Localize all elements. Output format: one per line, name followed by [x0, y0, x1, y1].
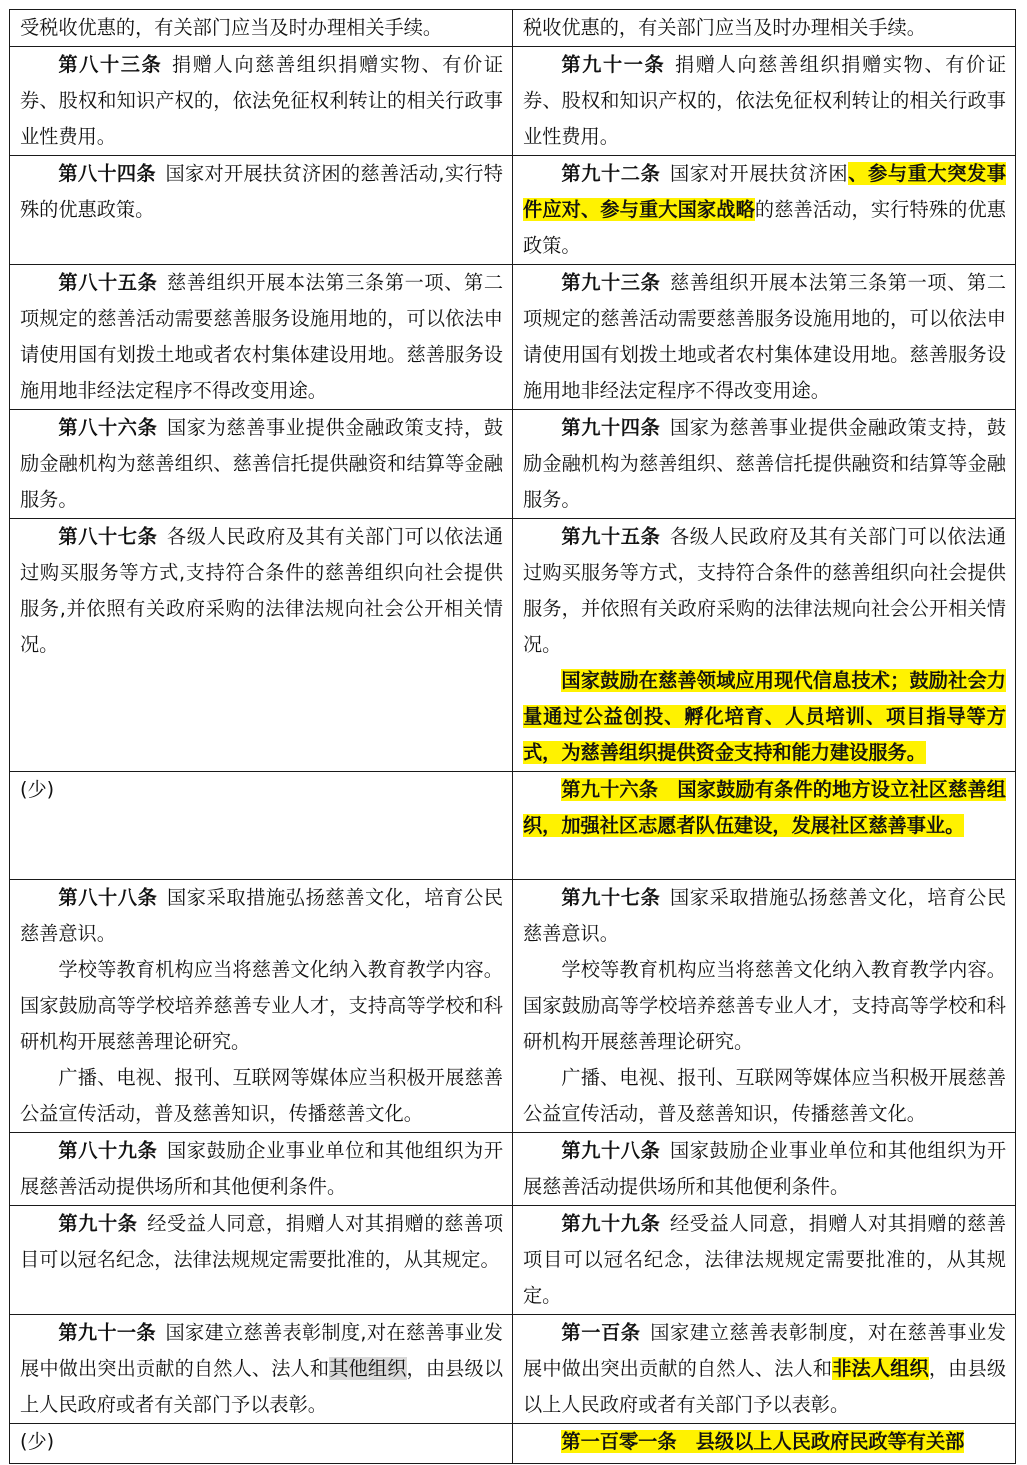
article-number: 第八十七条	[58, 525, 158, 548]
article-text: 各级人民政府及其有关部门可以依法通过购买服务等方式,支持符合条件的慈善组织向社会提供服务,并依照有关政府采购的法律法规向社会公开相关情况。	[20, 525, 504, 656]
paragraph	[20, 47, 503, 155]
new-text-cell	[513, 880, 1016, 1133]
paragraph	[523, 1206, 1006, 1314]
old-text-cell	[10, 519, 513, 772]
old-text-cell	[10, 772, 513, 880]
new-text-cell	[513, 1315, 1016, 1424]
paragraph	[523, 519, 1006, 663]
table-row	[10, 10, 1016, 47]
paragraph	[523, 265, 1006, 409]
paragraph: 学校等教育机构应当将慈善文化纳入教育教学内容。国家鼓励高等学校培养慈善专业人才，支持高等学校和科研机构开展慈善理论研究。	[20, 958, 503, 1053]
new-text-cell	[513, 519, 1016, 772]
old-text-cell	[10, 1133, 513, 1206]
paragraph	[523, 156, 1006, 264]
new-text-cell	[513, 47, 1016, 156]
article-number: 第九十三条	[561, 271, 661, 294]
article-text: 慈善组织开展本法第三条第一项、第二项规定的慈善活动需要慈善服务设施用地的，可以依法申请使用国有划拨土地或者农村集体建设用地。慈善服务设施用地非经法定程序不得改变用途。	[20, 271, 504, 402]
article-number: 第九十四条	[561, 416, 661, 439]
article-text: 经受益人同意，捐赠人对其捐赠的慈善项目可以冠名纪念，法律法规规定需要批准的，从其规定。	[523, 1212, 1007, 1307]
highlighted-addition: 国家鼓励在慈善领域应用现代信息技术；鼓励社会力量通过公益创投、孵化培育、人员培训、项目指导等方式，为慈善组织提供资金支持和能力建设服务。	[523, 669, 1006, 764]
article-number: 第八十八条	[58, 886, 158, 909]
article-number: 第九十二条	[561, 162, 661, 185]
paragraph	[523, 880, 1006, 952]
article-number: 第八十九条	[58, 1139, 158, 1162]
article-text: 国家对开展扶贫济困的慈善活动,实行特殊的优惠政策。	[20, 162, 503, 221]
table-row	[10, 772, 1016, 880]
article-number: 第九十八条	[561, 1139, 661, 1162]
paragraph	[20, 880, 503, 952]
table-row	[10, 156, 1016, 265]
article-text: 国家建立慈善表彰制度,对在慈善事业发展中做出突出贡献的自然人、法人和	[20, 1321, 503, 1380]
table-row	[10, 1424, 1016, 1464]
paragraph	[20, 519, 503, 663]
new-text-cell	[513, 1206, 1016, 1315]
old-text-cell	[10, 410, 513, 519]
paragraph	[20, 156, 503, 228]
article-text: 国家采取措施弘扬慈善文化，培育公民慈善意识。	[20, 886, 504, 945]
new-text-cell	[513, 10, 1016, 47]
article-text: 国家建立慈善表彰制度，对在慈善事业发展中做出突出贡献的自然人、法人和	[523, 1321, 1007, 1380]
old-text-cell	[10, 1424, 513, 1464]
comparison-table	[9, 9, 1016, 1464]
old-text-cell	[10, 880, 513, 1133]
paragraph	[20, 1315, 503, 1423]
new-text-cell	[513, 265, 1016, 410]
article-number: 第九十一条	[561, 53, 666, 76]
paragraph	[523, 663, 1006, 771]
paragraph	[20, 410, 503, 518]
article-text: 捐赠人向慈善组织捐赠实物、有价证券、股权和知识产权的，依法免征权利转让的相关行政事业性费用。	[20, 53, 504, 148]
paragraph	[20, 265, 503, 409]
paragraph: 受税收优惠的，有关部门应当及时办理相关手续。	[20, 16, 443, 39]
paragraph: 学校等教育机构应当将慈善文化纳入教育教学内容。国家鼓励高等学校培养慈善专业人才，支持高等学校和科研机构开展慈善理论研究。	[523, 958, 1006, 1053]
old-text-cell	[10, 10, 513, 47]
article-text: 各级人民政府及其有关部门可以依法通过购买服务等方式，支持符合条件的慈善组织向社会提供服务，并依照有关政府采购的法律法规向社会公开相关情况。	[523, 525, 1007, 656]
table-row	[10, 880, 1016, 1133]
article-number: 第一百条	[561, 1321, 641, 1344]
paragraph	[523, 1315, 1006, 1423]
article-text: 国家为慈善事业提供金融政策支持，鼓励金融机构为慈善组织、慈善信托提供融资和结算等金融服务。	[20, 416, 504, 511]
article-text: ，由县级以上人民政府或者有关部门予以表彰。	[20, 1357, 504, 1416]
table-row	[10, 1133, 1016, 1206]
paragraph: 广播、电视、报刊、互联网等媒体应当积极开展慈善公益宣传活动，普及慈善知识，传播慈善文化。	[523, 1066, 1006, 1125]
article-number: 第八十四条	[58, 162, 156, 185]
new-text-cell	[513, 1424, 1016, 1464]
article-number: 第九十五条	[561, 525, 661, 548]
article-number: 第九十七条	[561, 886, 661, 909]
article-text: 慈善组织开展本法第三条第一项、第二项规定的慈善活动需要慈善服务设施用地的，可以依法申请使用国有划拨土地或者农村集体建设用地。慈善服务设施用地非经法定程序不得改变用途。	[523, 271, 1007, 402]
new-text-cell	[513, 410, 1016, 519]
highlighted-addition: 非法人组织	[832, 1357, 929, 1380]
article-text: 国家对开展扶贫济困	[670, 162, 849, 185]
table-row	[10, 1206, 1016, 1315]
paragraph	[20, 1206, 503, 1278]
article-number: 第九十一条	[58, 1321, 156, 1344]
article-text: 的慈善活动，实行特殊的优惠政策。	[523, 198, 1006, 257]
article-text: 捐赠人向慈善组织捐赠实物、有价证券、股权和知识产权的，依法免征权利转让的相关行政事业性费用。	[523, 53, 1007, 148]
shaded-text: 其他组织	[329, 1357, 407, 1380]
table-row	[10, 519, 1016, 772]
paragraph	[523, 47, 1006, 155]
table-row	[10, 47, 1016, 156]
highlighted-addition: 第九十六条 国家鼓励有条件的地方设立社区慈善组织，加强社区志愿者队伍建设，发展社区慈善事业。	[523, 778, 1006, 837]
paragraph	[523, 410, 1006, 518]
article-number: 第九十九条	[561, 1212, 661, 1235]
article-number: 第八十三条	[58, 53, 163, 76]
old-text-cell	[10, 47, 513, 156]
paragraph	[20, 1133, 503, 1205]
table-row	[10, 410, 1016, 519]
article-number: 第八十五条	[58, 271, 158, 294]
article-number: 第九十条	[58, 1212, 138, 1235]
old-text-cell	[10, 1315, 513, 1424]
article-text: ，由县级以上人民政府或者有关部门予以表彰。	[523, 1357, 1007, 1416]
article-text: 国家为慈善事业提供金融政策支持，鼓励金融机构为慈善组织、慈善信托提供融资和结算等金融服务。	[523, 416, 1007, 511]
paragraph: (少)	[20, 778, 55, 801]
old-text-cell	[10, 1206, 513, 1315]
highlighted-addition: 第一百零一条 县级以上人民政府民政等有关部	[561, 1430, 965, 1453]
paragraph: (少)	[20, 1430, 55, 1453]
paragraph: 广播、电视、报刊、互联网等媒体应当积极开展慈善公益宣传活动，普及慈善知识，传播慈善文化。	[20, 1066, 503, 1125]
paragraph	[523, 1133, 1006, 1205]
paragraph: 税收优惠的，有关部门应当及时办理相关手续。	[523, 16, 926, 39]
article-text: 经受益人同意，捐赠人对其捐赠的慈善项目可以冠名纪念，法律法规规定需要批准的，从其规定。	[20, 1212, 504, 1271]
table-row	[10, 1315, 1016, 1424]
old-text-cell	[10, 156, 513, 265]
table-row	[10, 265, 1016, 410]
paragraph	[523, 1424, 1006, 1460]
article-number: 第八十六条	[58, 416, 158, 439]
article-text: 国家鼓励企业事业单位和其他组织为开展慈善活动提供场所和其他便利条件。	[20, 1139, 504, 1198]
highlighted-addition: 、参与重大突发事件应对、参与重大国家战略	[523, 162, 1007, 221]
new-text-cell	[513, 1133, 1016, 1206]
article-text: 国家鼓励企业事业单位和其他组织为开展慈善活动提供场所和其他便利条件。	[523, 1139, 1007, 1198]
paragraph	[523, 772, 1006, 844]
old-text-cell	[10, 265, 513, 410]
article-text: 国家采取措施弘扬慈善文化，培育公民慈善意识。	[523, 886, 1007, 945]
new-text-cell	[513, 772, 1016, 880]
new-text-cell	[513, 156, 1016, 265]
